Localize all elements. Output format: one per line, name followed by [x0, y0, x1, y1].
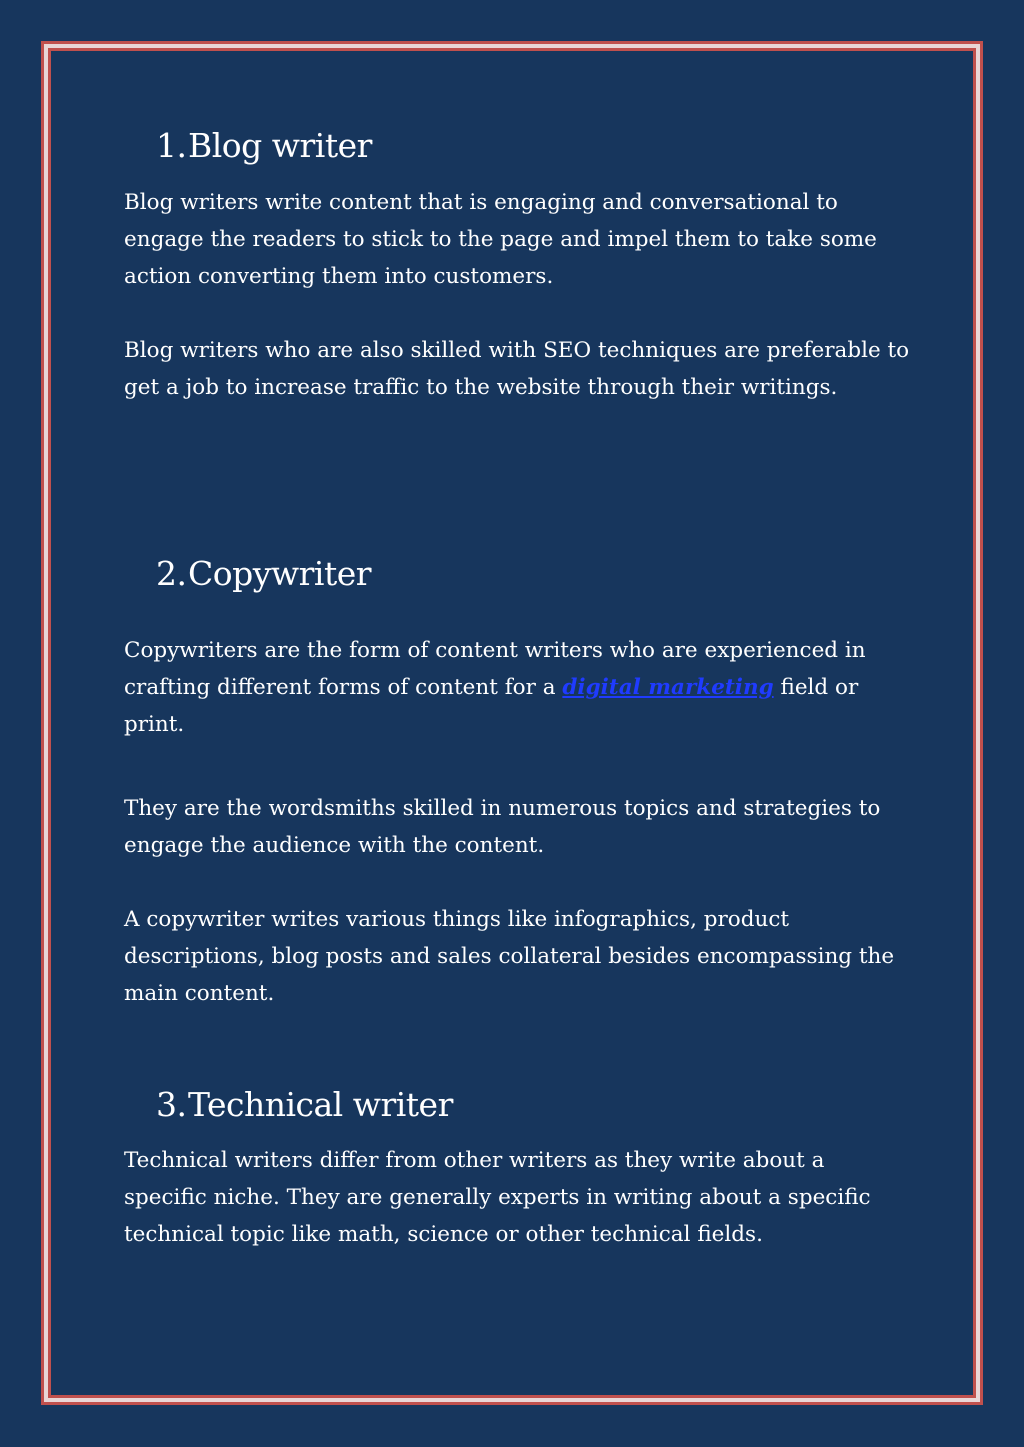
section-number: 3. — [156, 1085, 187, 1124]
paragraph: They are the wordsmiths skilled in numerous topics and strategies to engage the audience with the content. — [124, 796, 881, 858]
digital-marketing-link[interactable]: digital marketing — [562, 675, 774, 700]
section-title: Technical writer — [188, 1085, 453, 1124]
paragraph-text: field or print. — [124, 675, 859, 737]
paragraph-text: Copywriters are the form of content writers who are experienced in crafting different forms of content for a — [124, 638, 866, 700]
section-number: 1. — [156, 126, 187, 165]
section-heading-technical-writer — [156, 1085, 453, 1124]
paragraph: A copywriter writes various things like infographics, product descriptions, blog posts and sales collateral besides encompassing the main content. — [124, 907, 895, 1006]
paragraph: Blog writers who are also skilled with SEO techniques are preferable to get a job to increase traffic to the website through their writings. — [124, 338, 910, 400]
paragraph: Technical writers differ from other writers as they write about a specific niche. They are generally experts in writing about a specific technical topic like math, science or other technical fields. — [124, 1148, 871, 1247]
section-number: 2. — [156, 554, 187, 593]
paragraph: Blog writers write content that is engaging and conversational to engage the readers to stick to the page and impel them to take some action converting them into customers. — [124, 190, 877, 289]
section-title: Copywriter — [188, 554, 372, 593]
section-title: Blog writer — [188, 126, 372, 165]
section-heading-copywriter — [156, 554, 371, 593]
section-heading-blog-writer — [156, 126, 372, 165]
paragraph-with-link — [124, 632, 914, 743]
